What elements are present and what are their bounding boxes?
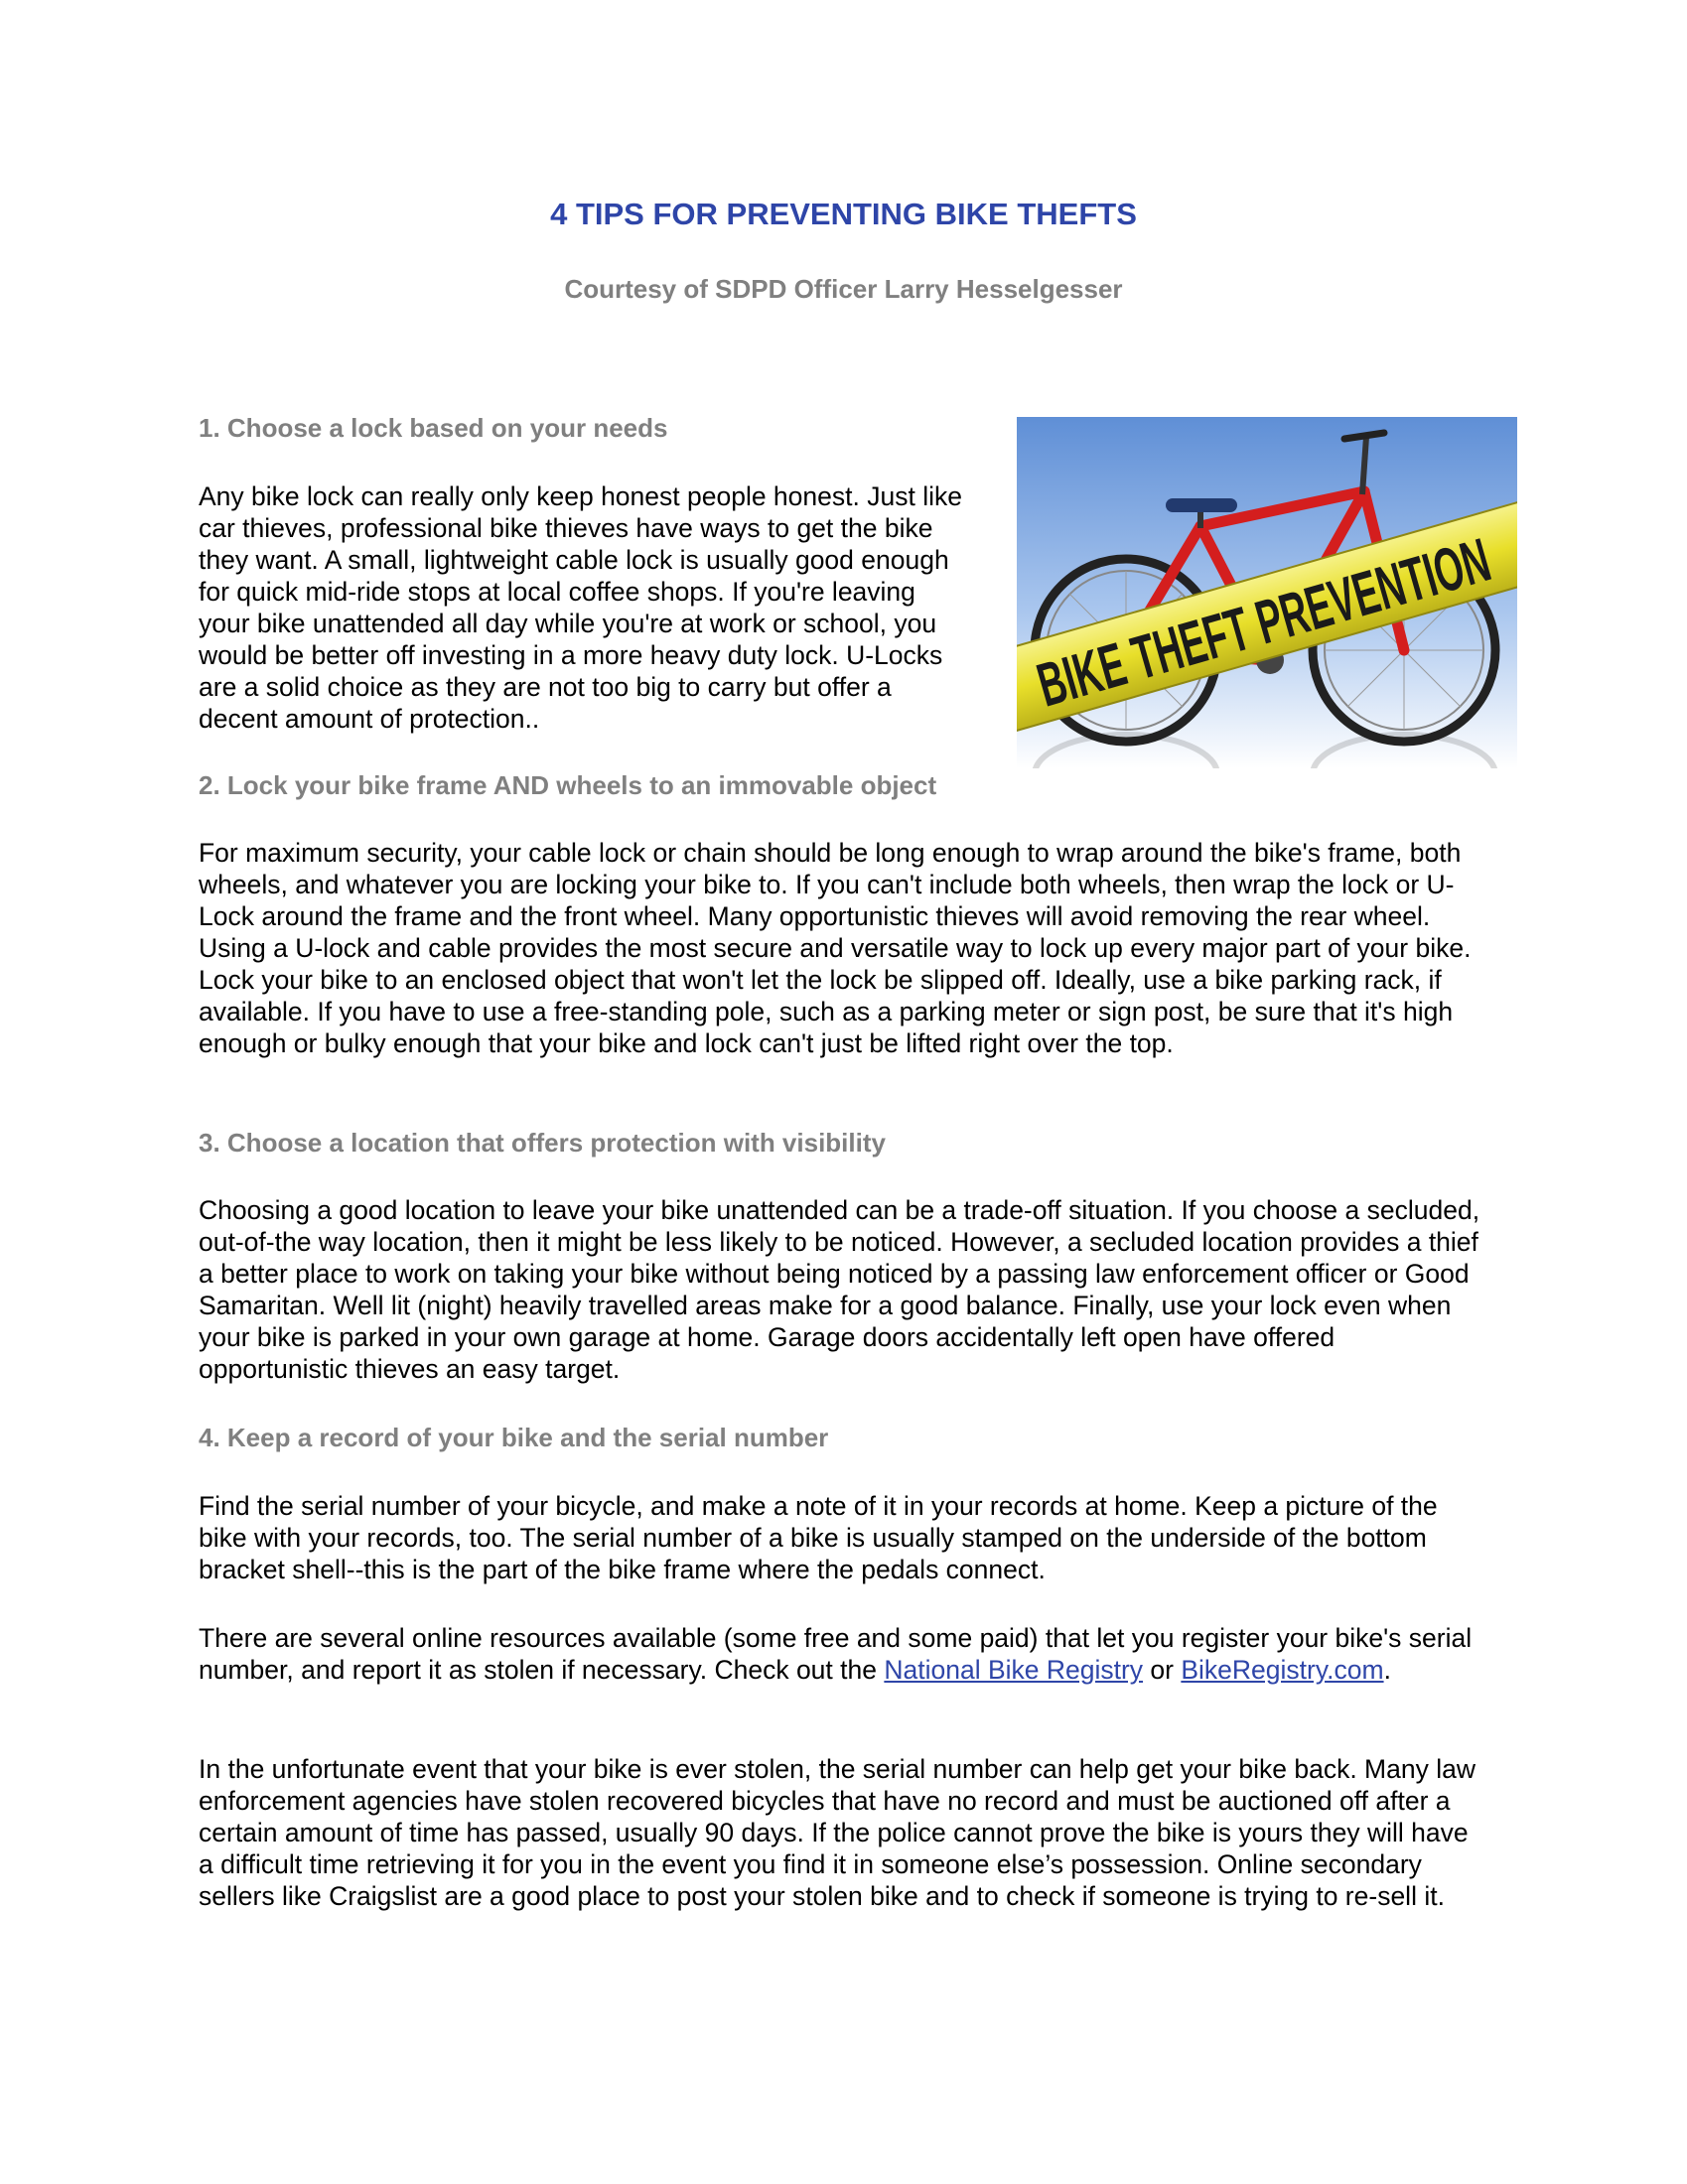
national-bike-registry-link[interactable]: National Bike Registry (884, 1655, 1144, 1685)
registry-text-after: . (1383, 1655, 1391, 1685)
section-3-paragraph: Choosing a good location to leave your bike unattended can be a trade-off situation. If you choose a secluded, out-of-the way location, then it might be less likely to be noticed. However, a secluded location provides a thief a better place to work on taking your bike without being noticed by a passing law enforcement officer or Good Samaritan. Well lit (night) heavily travelled areas make for a good balance. Finally, use your lock even when your bike is parked in your own garage at home. Garage doors accidentally left open have offered opportunistic thieves an easy target. (199, 1195, 1480, 1384)
registry-text-middle: or (1143, 1655, 1182, 1685)
section-2-paragraph: For maximum security, your cable lock or chain should be long enough to wrap around the bike's frame, both wheels, and whatever you are locking your bike to. If you can't include both wheels, then wrap the lock or U-Lock around the frame and the front wheel. Many opportunistic thieves will avoid removing the rear wheel. Using a U-lock and cable provides the most secure and versatile way to lock up every major part of your bike. Lock your bike to an enclosed object that won't let the lock be slipped off. Ideally, use a bike parking rack, if available. If you have to use a free-standing pole, such as a parking meter or sign post, be sure that it's high enough or bulky enough that your bike and lock can't just be lifted right over the top. (199, 838, 1472, 1058)
section-3-heading: 3. Choose a location that offers protection with visibility (199, 1128, 886, 1158)
section-2-heading: 2. Lock your bike frame AND wheels to an immovable object (199, 770, 937, 800)
registry-text-before: There are several online resources available (some free and some paid) that let you register your bike's serial number, and report it as stolen if necessary. Check out the (199, 1623, 1473, 1685)
section-4-paragraph-1: Find the serial number of your bicycle, and make a note of it in your records at home. Keep a picture of the bike with your records, too. The serial number of a bike is usually stamped on the underside of the bottom bracket shell--this is the part of the bike frame where the pedals connect. (199, 1491, 1438, 1584)
section-1-heading: 1. Choose a lock based on your needs (199, 413, 668, 443)
section-4-paragraph-2: In the unfortunate event that your bike is ever stolen, the serial number can help get your bike back. Many law enforcement agencies have stolen recovered bicycles that have no record and must be auctioned off after a certain amount of time has passed, usually 90 days. If the police cannot prove the bike is yours they will have a difficult time retrieving it for you in the event you find it in someone else’s possession. Online secondary sellers like Craigslist are a good place to post your stolen bike and to check if someone is trying to re-sell it. (199, 1754, 1476, 1911)
section-4-registry-paragraph (199, 1622, 1489, 1686)
page-title: 4 TIPS FOR PREVENTING BIKE THEFTS (550, 197, 1137, 231)
section-1-paragraph: Any bike lock can really only keep honest people honest. Just like car thieves, professional bike thieves have ways to get the bike they want. A small, lightweight cable lock is usually good enough for quick mid-ride stops at local coffee shops. If you're leaving your bike unattended all day while you're at work or school, you would be better off investing in a more heavy duty lock. U-Locks are a solid choice as they are not too big to carry but offer a decent amount of protection.. (199, 481, 962, 734)
bike-theft-prevention-image (1017, 417, 1517, 768)
bikeregistry-com-link[interactable]: BikeRegistry.com (1181, 1655, 1384, 1685)
section-4-heading: 4. Keep a record of your bike and the serial number (199, 1423, 829, 1452)
page-subtitle: Courtesy of SDPD Officer Larry Hesselgesser (564, 274, 1123, 304)
